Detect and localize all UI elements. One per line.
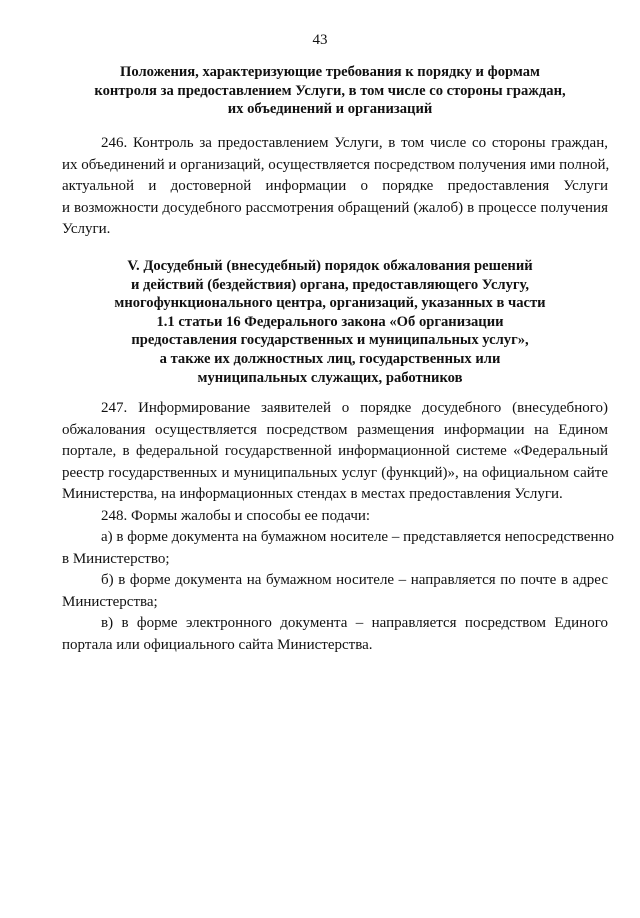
page-number: 43 xyxy=(312,32,328,48)
text-line: Министерства, на информационных стендах в местах предоставления Услуги. xyxy=(62,486,563,502)
heading-line: муниципальных служащих, работников xyxy=(197,369,463,386)
text-line: обжалования осуществляется посредством размещения информации на Едином xyxy=(62,421,608,438)
heading-line: 1.1 статьи 16 Федерального закона «Об организации xyxy=(156,313,504,330)
paragraph-246 xyxy=(62,133,608,241)
section-heading-appeal xyxy=(60,257,600,387)
text-line: в Министерство; xyxy=(62,550,170,567)
text-line: их объединений и организаций, осуществляется посредством получения ими полной, xyxy=(62,156,610,173)
text-line: в) в форме электронного документа – направляется посредством Единого xyxy=(101,615,608,631)
text-line: портала или официального сайта Министерства. xyxy=(62,636,373,653)
heading-line: контроля за предоставлением Услуги, в том числе со стороны граждан, xyxy=(94,82,566,99)
heading-line: V. Досудебный (внесудебный) порядок обжалования решений xyxy=(127,258,533,274)
text-line: портале, в федеральной государственной информационной системе «Федеральный xyxy=(62,443,608,459)
text-line: б) в форме документа на бумажном носителе – направляется по почте в адрес xyxy=(101,572,608,588)
text-line: реестр государственных и муниципальных услуг (функций)», на официальном сайте xyxy=(62,464,608,481)
heading-line: и действий (бездействия) органа, предоставляющего Услугу, xyxy=(130,276,530,293)
paragraph-247-248 xyxy=(62,398,614,656)
heading-line: Положения, характеризующие требования к порядку и формам xyxy=(120,64,540,80)
heading-line: предоставления государственных и муниципальных услуг», xyxy=(131,332,529,349)
heading-line: многофункционального центра, организаций, указанных в части xyxy=(114,295,546,312)
text-line: а) в форме документа на бумажном носителе – представляется непосредственно xyxy=(101,529,614,545)
text-line: 248. Формы жалобы и способы ее подачи: xyxy=(101,507,371,524)
text-line: 246. Контроль за предоставлением Услуги, в том числе со стороны граждан, xyxy=(101,135,608,151)
text-line: актуальной и достоверной информации о порядке предоставления Услуги xyxy=(62,178,608,194)
text-line: Услуги. xyxy=(62,221,111,237)
text-line: и возможности досудебного рассмотрения обращений (жалоб) в процессе получения xyxy=(62,199,608,216)
heading-line: а также их должностных лиц, государственных или xyxy=(159,350,501,367)
text-line: 247. Информирование заявителей о порядке досудебного (внесудебного) xyxy=(101,400,608,416)
text-line: Министерства; xyxy=(62,593,158,610)
heading-line: их объединений и организаций xyxy=(227,101,433,118)
section-heading-control xyxy=(60,63,600,119)
